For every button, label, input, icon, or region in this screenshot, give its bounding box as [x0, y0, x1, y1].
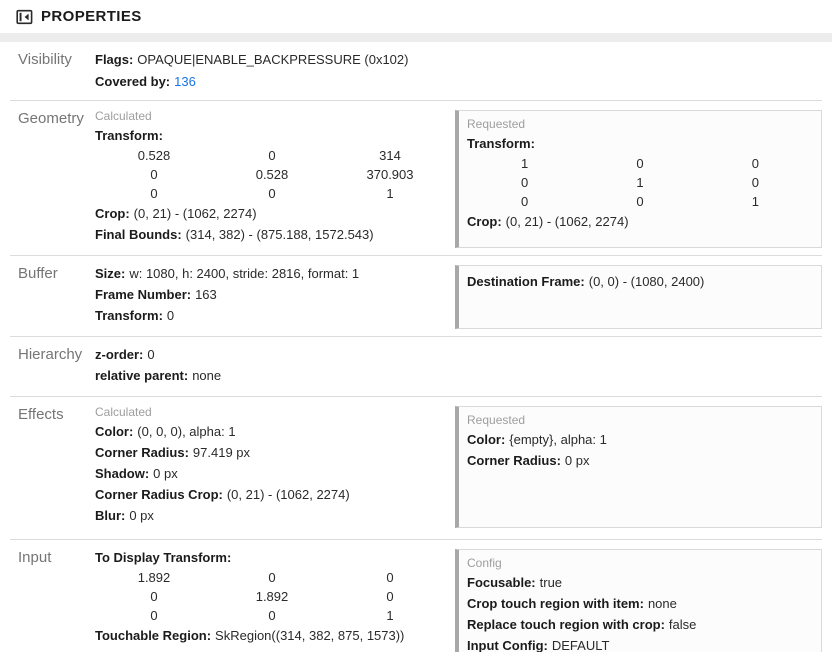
section-geometry: [10, 101, 822, 256]
matrix-cell: 0: [521, 194, 529, 209]
page-title: PROPERTIES: [41, 8, 142, 25]
replace-touch-region-key: Replace touch region with crop:: [467, 617, 665, 632]
matrix-cell: 1: [386, 608, 394, 623]
requested-geometry-box: [455, 110, 822, 248]
color-line: [467, 429, 813, 450]
replace-touch-region-value: false: [668, 617, 697, 632]
input-config-line: [467, 635, 813, 652]
color-value: {empty}, alpha: 1: [509, 432, 607, 447]
covered-by-key: Covered by:: [95, 74, 171, 89]
matrix-cell: 0.528: [137, 148, 171, 163]
corner-radius-crop-value: (0, 21) - (1062, 2274): [226, 487, 350, 502]
requested-hint: Requested: [467, 413, 526, 427]
flags-line: [95, 49, 822, 71]
input-config-value: DEFAULT: [551, 638, 610, 652]
transform-line: [467, 133, 813, 154]
relative-parent-line: [95, 365, 822, 386]
buffer-transform-line: [95, 305, 455, 326]
z-order-line: [95, 344, 822, 365]
matrix-cell: 0: [150, 608, 158, 623]
blur-value: 0 px: [129, 508, 154, 523]
matrix-cell: 0: [150, 589, 158, 604]
input-config-box: [455, 549, 822, 652]
crop-line: [95, 203, 455, 224]
section-label-geometry: Geometry: [18, 110, 84, 127]
flags-value: OPAQUE|ENABLE_BACKPRESSURE (0x102): [137, 52, 409, 67]
destination-frame-box: [455, 265, 822, 329]
crop-touch-region-value: none: [647, 596, 677, 611]
matrix-cell: 0: [751, 156, 759, 171]
crop-value: (0, 21) - (1062, 2274): [505, 214, 629, 229]
crop-key: Crop:: [95, 206, 130, 221]
matrix-cell: 0: [150, 167, 158, 182]
touchable-region-value: SkRegion((314, 382, 875, 1573)): [215, 628, 405, 643]
calculated-hint: Calculated: [95, 405, 152, 419]
transform-key: Transform:: [467, 136, 535, 151]
size-value: w: 1080, h: 2400, stride: 2816, format: 1: [129, 266, 360, 281]
color-key: Color:: [467, 432, 506, 447]
to-display-transform-matrix: [95, 568, 455, 625]
crop-touch-region-line: [467, 593, 813, 614]
matrix-cell: 0: [386, 570, 394, 585]
header-divider-strip: [0, 33, 832, 42]
matrix-cell: 0: [751, 175, 759, 190]
final-bounds-line: [95, 224, 455, 245]
section-visibility: [10, 42, 822, 101]
crop-touch-region-key: Crop touch region with item:: [467, 596, 644, 611]
corner-radius-key: Corner Radius:: [467, 453, 561, 468]
matrix-cell: 0: [268, 186, 276, 201]
size-key: Size:: [95, 266, 126, 281]
matrix-cell: 370.903: [366, 167, 414, 182]
covered-by-line: [95, 71, 822, 93]
buffer-transform-key: Transform:: [95, 308, 163, 323]
transform-key: Transform:: [95, 128, 163, 143]
section-input: [10, 540, 822, 652]
crop-value: (0, 21) - (1062, 2274): [133, 206, 257, 221]
frame-number-key: Frame Number:: [95, 287, 192, 302]
requested-hint: Requested: [467, 117, 526, 131]
z-order-key: z-order:: [95, 347, 144, 362]
touchable-region-line: [95, 625, 455, 646]
input-config-key: Input Config:: [467, 638, 548, 652]
shadow-key: Shadow:: [95, 466, 150, 481]
buffer-transform-value: 0: [166, 308, 175, 323]
covered-by-link[interactable]: 136: [174, 74, 196, 89]
shadow-line: [95, 463, 455, 484]
corner-radius-line: [95, 442, 455, 463]
matrix-cell: 0.528: [255, 167, 289, 182]
shadow-value: 0 px: [153, 466, 178, 481]
focusable-value: true: [539, 575, 563, 590]
collapse-panel-button[interactable]: [14, 8, 34, 26]
config-hint: Config: [467, 556, 502, 570]
calculated-hint: Calculated: [95, 109, 152, 123]
corner-radius-line: [467, 450, 813, 471]
matrix-cell: 0: [521, 175, 529, 190]
color-value: (0, 0, 0), alpha: 1: [137, 424, 236, 439]
corner-radius-crop-line: [95, 484, 455, 505]
matrix-cell: 0: [636, 156, 644, 171]
relative-parent-key: relative parent:: [95, 368, 189, 383]
replace-touch-region-line: [467, 614, 813, 635]
matrix-cell: 0: [636, 194, 644, 209]
destination-frame-value: (0, 0) - (1080, 2400): [588, 274, 705, 289]
section-label-buffer: Buffer: [18, 265, 58, 282]
matrix-cell: 1: [751, 194, 759, 209]
color-key: Color:: [95, 424, 134, 439]
section-label-hierarchy: Hierarchy: [18, 346, 83, 363]
color-line: [95, 421, 455, 442]
section-buffer: [10, 256, 822, 337]
corner-radius-value: 0 px: [564, 453, 590, 468]
focusable-line: [467, 572, 813, 593]
matrix-cell: 1: [636, 175, 644, 190]
destination-frame-key: Destination Frame:: [467, 274, 585, 289]
blur-line: [95, 505, 455, 526]
matrix-cell: 0: [268, 570, 276, 585]
final-bounds-value: (314, 382) - (875.188, 1572.543): [185, 227, 374, 242]
transform-line: [95, 125, 455, 146]
matrix-cell: 1: [521, 156, 529, 171]
final-bounds-key: Final Bounds:: [95, 227, 182, 242]
matrix-cell: 0: [150, 186, 158, 201]
requested-effects-box: [455, 406, 822, 528]
touchable-region-key: Touchable Region:: [95, 628, 212, 643]
corner-radius-crop-key: Corner Radius Crop:: [95, 487, 223, 502]
frame-number-line: [95, 284, 455, 305]
to-display-transform-line: [95, 547, 455, 568]
crop-line: [467, 211, 813, 232]
corner-radius-key: Corner Radius:: [95, 445, 189, 460]
section-label-input: Input: [18, 549, 52, 566]
calculated-transform-matrix: [95, 146, 455, 203]
properties-header: [0, 0, 832, 33]
to-display-transform-key: To Display Transform:: [95, 550, 232, 565]
relative-parent-value: none: [192, 368, 222, 383]
matrix-cell: 314: [379, 148, 401, 163]
matrix-cell: 0: [386, 589, 394, 604]
destination-frame-line: [467, 271, 813, 292]
section-effects: [10, 397, 822, 540]
section-hierarchy: [10, 337, 822, 397]
flags-key: Flags:: [95, 52, 134, 67]
matrix-cell: 1.892: [137, 570, 171, 585]
section-label-visibility: Visibility: [18, 51, 72, 68]
z-order-value: 0: [147, 347, 155, 362]
requested-transform-matrix: [467, 154, 813, 211]
size-line: [95, 263, 455, 284]
matrix-cell: 1.892: [255, 589, 289, 604]
blur-key: Blur:: [95, 508, 126, 523]
section-label-effects: Effects: [18, 406, 64, 423]
matrix-cell: 1: [386, 186, 394, 201]
focusable-key: Focusable:: [467, 575, 536, 590]
panel-close-left-icon: [16, 9, 33, 25]
matrix-cell: 0: [268, 608, 276, 623]
crop-key: Crop:: [467, 214, 502, 229]
corner-radius-value: 97.419 px: [192, 445, 251, 460]
matrix-cell: 0: [268, 148, 276, 163]
frame-number-value: 163: [195, 287, 217, 302]
